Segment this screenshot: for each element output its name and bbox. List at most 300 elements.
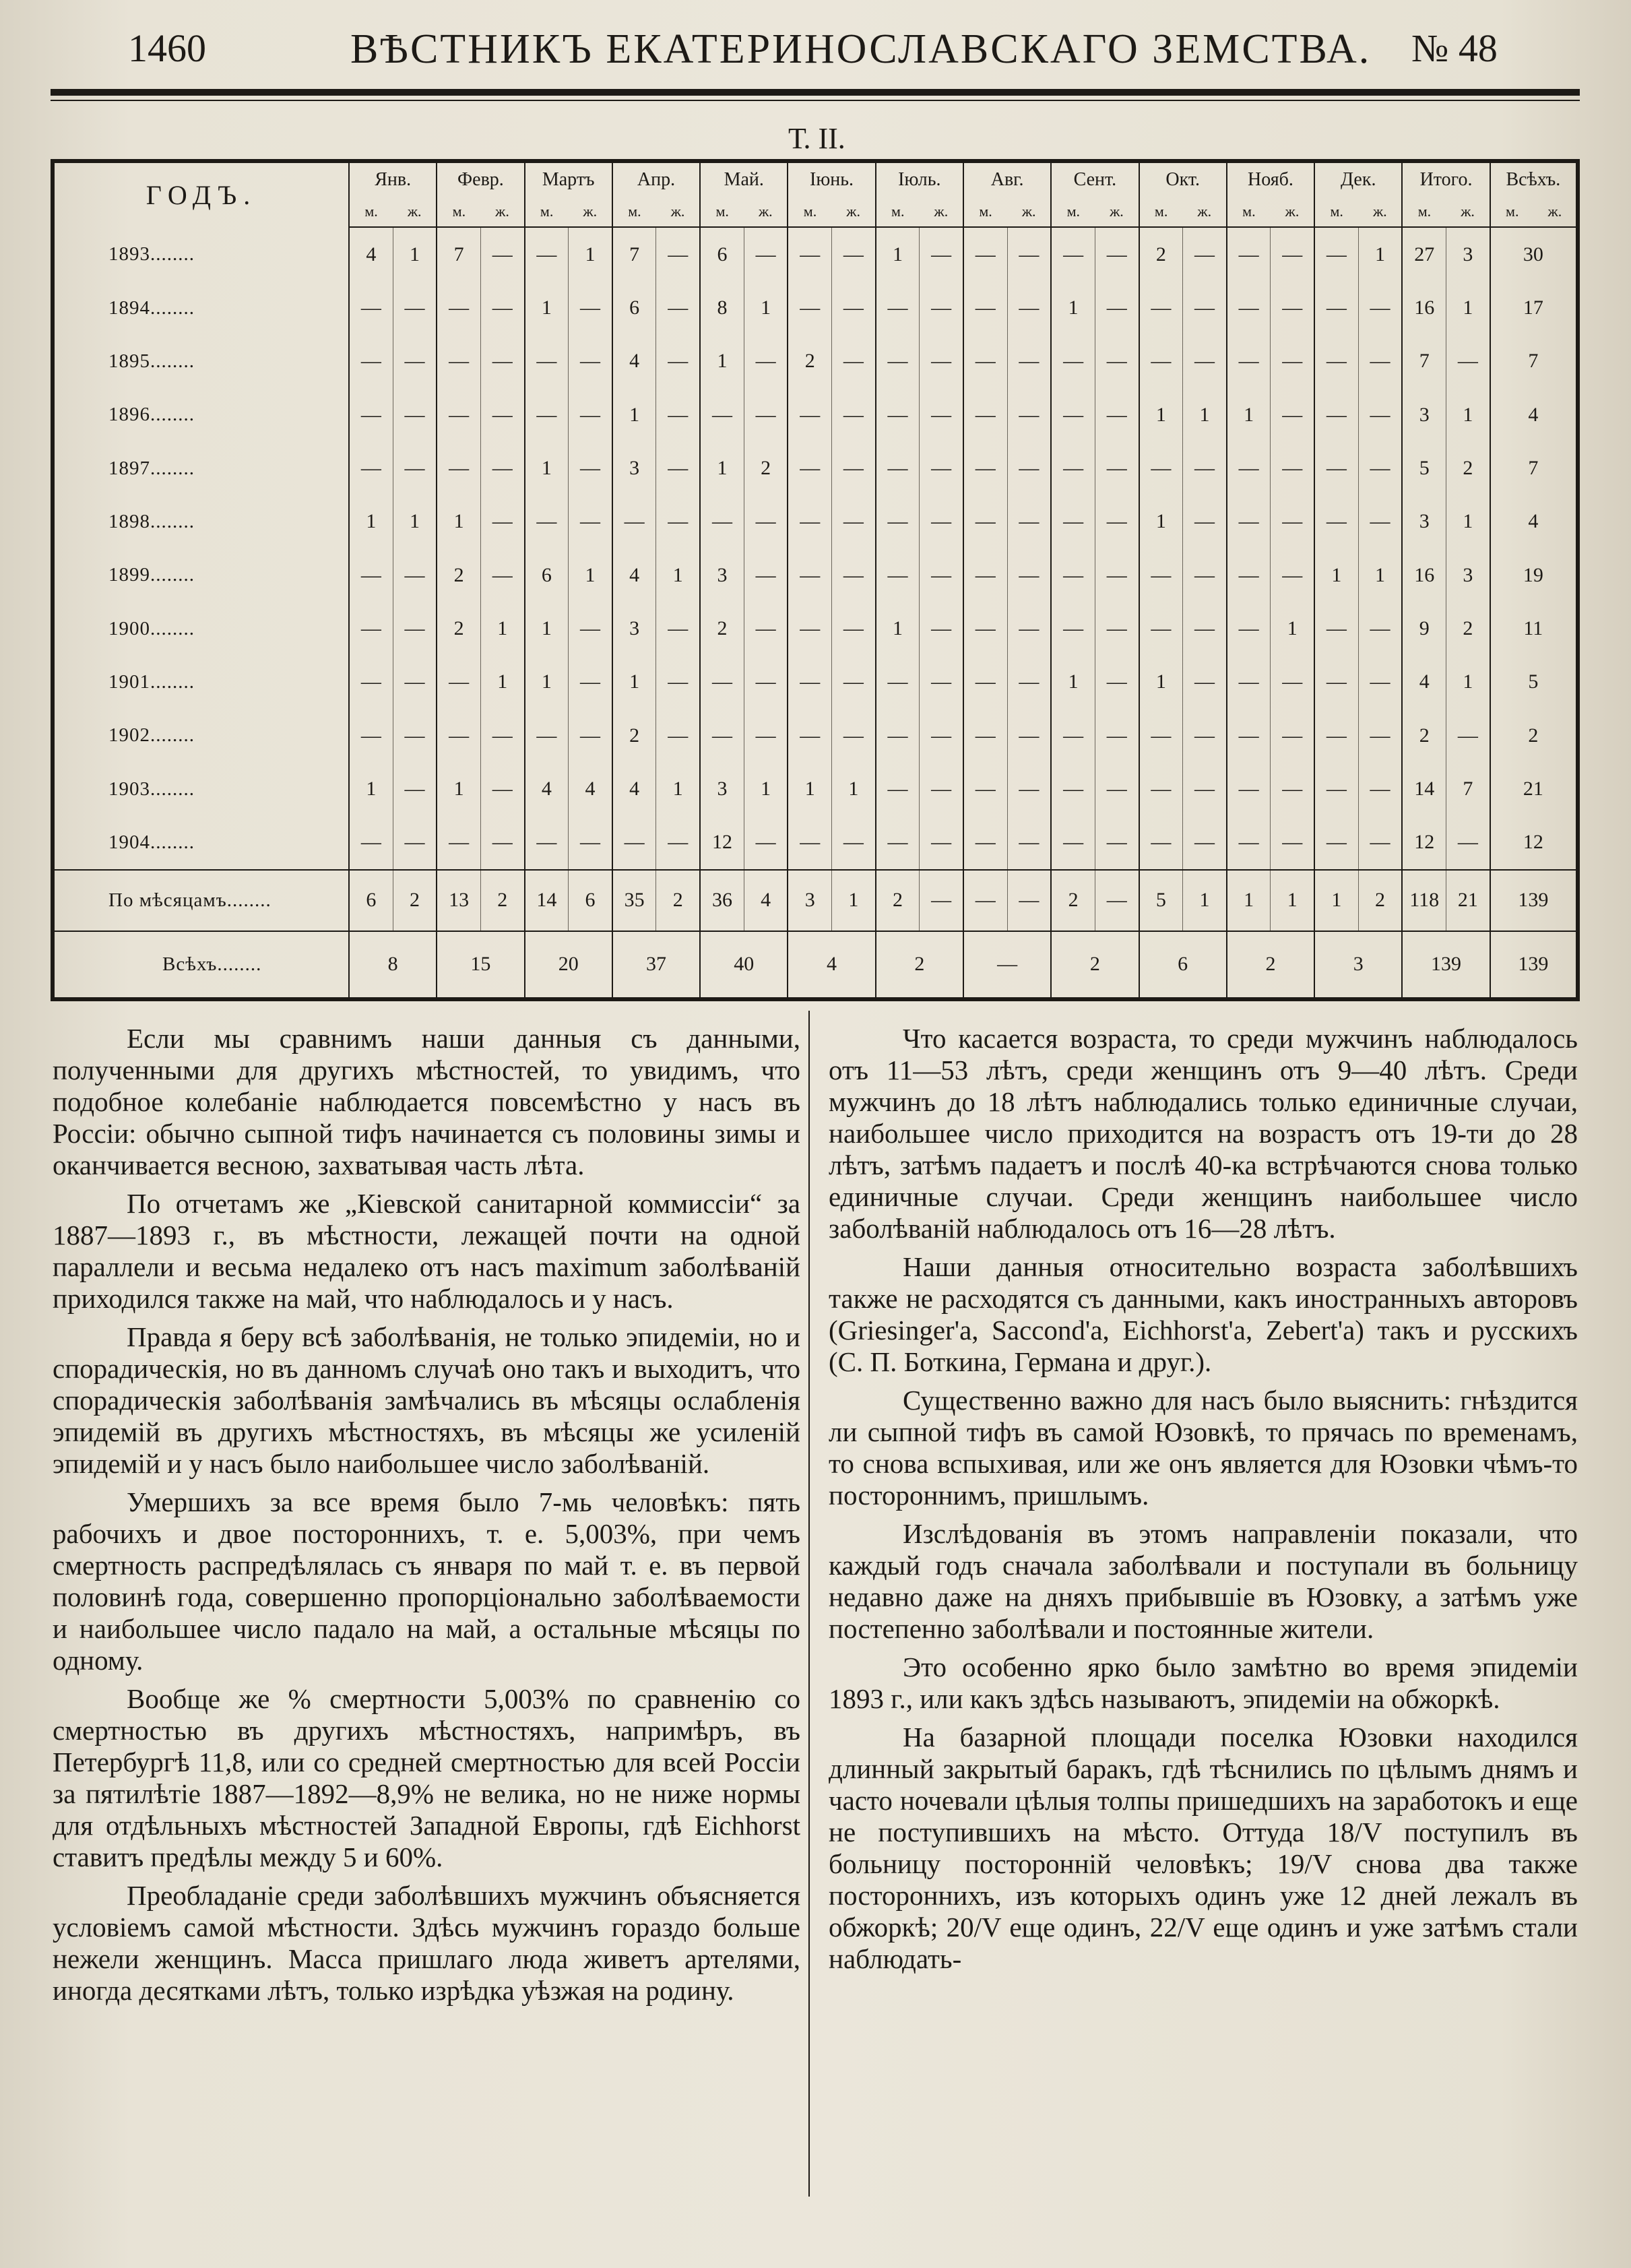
leader-dots: ........: [150, 243, 195, 265]
table-cell: —: [876, 656, 920, 709]
table-cell: 16: [1402, 281, 1446, 334]
table-cell: 19: [1490, 548, 1578, 602]
table-cell: —: [1051, 495, 1095, 548]
month-header: Нояб.: [1227, 161, 1314, 197]
year-label: [53, 870, 349, 931]
table-cell: —: [876, 762, 920, 815]
table-cell: 1: [393, 227, 437, 281]
table-cell: —: [656, 281, 700, 334]
totals-row: [53, 870, 1578, 931]
totals-cell: 6: [569, 870, 612, 931]
totals-cell: 2: [656, 870, 700, 931]
table-cell: 4: [612, 762, 656, 815]
table-cell: —: [569, 602, 612, 655]
year-text: Всѣхъ: [162, 953, 218, 975]
table-cell: —: [480, 227, 524, 281]
table-cell: —: [832, 602, 876, 655]
month-header: Май.: [700, 161, 788, 197]
table-cell: —: [480, 335, 524, 388]
table-cell: —: [963, 762, 1007, 815]
month-header: Авг.: [963, 161, 1051, 197]
leader-dots: ........: [150, 617, 195, 639]
all-cases-cell: 2: [1227, 931, 1314, 1000]
table-cell: —: [1007, 495, 1051, 548]
table-cell: —: [1358, 281, 1402, 334]
table-cell: 30: [1490, 227, 1578, 281]
table-cell: —: [963, 281, 1007, 334]
table-cell: —: [700, 656, 744, 709]
year-label: [53, 656, 349, 709]
table-cell: —: [832, 656, 876, 709]
table-cell: —: [920, 281, 963, 334]
leader-dots: ........: [150, 724, 195, 747]
table-cell: 1: [744, 762, 788, 815]
table-cell: —: [788, 495, 831, 548]
table-cell: 1: [612, 388, 656, 441]
body-paragraph: Изслѣдованія въ этомъ направленіи показали, что каждый годъ сначала заболѣвали и поступали въ больницу недавно даже на дняхъ прибывшіе въ Юзовку, а затѣмъ уже постепенно заболѣвали и постоянные жители.: [829, 1518, 1578, 1644]
table-cell: —: [1183, 709, 1227, 762]
table-cell: —: [1095, 227, 1139, 281]
table-cell: —: [480, 709, 524, 762]
table-cell: 1: [656, 762, 700, 815]
totals-cell: 2: [876, 870, 920, 931]
year-text: 1894: [108, 296, 150, 319]
table-cell: —: [1095, 548, 1139, 602]
table-cell: —: [876, 441, 920, 495]
table-cell: —: [656, 656, 700, 709]
table-cell: 9: [1402, 602, 1446, 655]
table-cell: —: [788, 281, 831, 334]
body-paragraph: На базарной площади поселка Юзовки находился длинный закрытый баракъ, гдѣ тѣснились по цѣлымъ днямъ и часто ночевали цѣлыя толпы пришедшихъ на заработокъ и еще не поступившихъ на мѣсто. Оттуда 18/V поступилъ въ больницу посторонній человѣкъ; 19/V снова два также постороннихъ, изъ которыхъ одинъ уже 12 дней лежалъ въ обжоркѣ; 20/V еще одинъ, 22/V еще одинъ и уже затѣмъ стали наблюдать-: [829, 1722, 1578, 1974]
table-cell: —: [1358, 709, 1402, 762]
month-header: Всѣхъ.: [1490, 161, 1578, 197]
table-cell: —: [1139, 762, 1183, 815]
leader-dots: ........: [217, 953, 262, 975]
totals-cell: 139: [1490, 870, 1578, 931]
table-cell: 12: [1490, 816, 1578, 870]
table-cell: —: [656, 441, 700, 495]
table-cell: —: [920, 602, 963, 655]
table-row: [53, 441, 1578, 495]
table-cell: —: [1314, 656, 1358, 709]
table-cell: —: [1314, 709, 1358, 762]
issue-number: № 48: [1411, 26, 1498, 70]
table-cell: —: [349, 602, 393, 655]
table-cell: —: [1446, 335, 1490, 388]
table-cell: —: [1095, 602, 1139, 655]
month-header: Сент.: [1051, 161, 1139, 197]
table-cell: —: [525, 816, 569, 870]
all-cases-cell: 40: [700, 931, 788, 1000]
year-label: [53, 709, 349, 762]
table-cell: 3: [1446, 548, 1490, 602]
table-cell: —: [1007, 548, 1051, 602]
body-paragraph: Существенно важно для насъ было выяснить: гнѣздится ли сыпной тифъ въ самой Юзовкѣ, то прячась по временамъ, то снова вспыхивая, или же онъ является для Юзовки чѣмъ-то постороннимъ, пришлымъ.: [829, 1385, 1578, 1511]
table-cell: —: [1051, 762, 1095, 815]
table-cell: 1: [437, 762, 480, 815]
year-text: 1901: [108, 670, 150, 693]
table-cell: —: [1095, 762, 1139, 815]
table-cell: 3: [1446, 227, 1490, 281]
table-cell: —: [1007, 335, 1051, 388]
female-subheader: ж.: [1095, 197, 1139, 227]
table-cell: 2: [437, 548, 480, 602]
female-subheader: ж.: [480, 197, 524, 227]
table-cell: —: [656, 388, 700, 441]
table-cell: 12: [1402, 816, 1446, 870]
table-cell: —: [1358, 495, 1402, 548]
body-paragraph: По отчетамъ же „Кіевской санитарной коммиссіи“ за 1887—1893 г., въ мѣстности, лежащей почти на одной параллели и весьма недалеко отъ насъ maximum заболѣваній приходился также на май, что наблюдалось и у насъ.: [53, 1188, 800, 1314]
table-cell: 1: [1139, 656, 1183, 709]
table-cell: —: [963, 602, 1007, 655]
totals-cell: 3: [788, 870, 831, 931]
table-cell: —: [1271, 388, 1314, 441]
totals-cell: 35: [612, 870, 656, 931]
totals-cell: 118: [1402, 870, 1446, 931]
year-text: 1903: [108, 778, 150, 800]
table-cell: —: [788, 602, 831, 655]
table-cell: —: [1271, 335, 1314, 388]
table-cell: 1: [656, 548, 700, 602]
all-cases-cell: —: [963, 931, 1051, 1000]
table-cell: —: [349, 441, 393, 495]
table-row: [53, 227, 1578, 281]
female-subheader: ж.: [1183, 197, 1227, 227]
table-cell: —: [1183, 281, 1227, 334]
all-cases-cell: 2: [876, 931, 963, 1000]
table-cell: —: [832, 335, 876, 388]
table-cell: —: [393, 602, 437, 655]
table-cell: —: [1446, 709, 1490, 762]
all-cases-cell: 8: [349, 931, 437, 1000]
table-cell: —: [1227, 762, 1271, 815]
table-cell: —: [1051, 227, 1095, 281]
table-cell: 2: [1446, 441, 1490, 495]
all-cases-cell: 139: [1490, 931, 1578, 1000]
table-cell: —: [963, 548, 1007, 602]
month-header: Іюль.: [876, 161, 963, 197]
totals-cell: 2: [1358, 870, 1402, 931]
header-rule-thin: [51, 100, 1580, 101]
totals-cell: 6: [349, 870, 393, 931]
month-header: Дек.: [1314, 161, 1402, 197]
male-subheader: м.: [525, 197, 569, 227]
month-header: Февр.: [437, 161, 524, 197]
table-cell: —: [1227, 227, 1271, 281]
table-cell: —: [349, 335, 393, 388]
table-cell: —: [832, 227, 876, 281]
table-cell: —: [1095, 441, 1139, 495]
table-cell: 4: [569, 762, 612, 815]
month-header: Апр.: [612, 161, 700, 197]
table-cell: —: [1358, 602, 1402, 655]
table-cell: —: [437, 709, 480, 762]
table-cell: 1: [1358, 227, 1402, 281]
year-text: 1893: [108, 243, 150, 265]
table-cell: —: [656, 709, 700, 762]
totals-cell: —: [963, 870, 1007, 931]
month-header: Мартъ: [525, 161, 612, 197]
totals-cell: 1: [1183, 870, 1227, 931]
table-cell: —: [1183, 495, 1227, 548]
year-label: [53, 762, 349, 815]
table-cell: —: [1095, 816, 1139, 870]
table-cell: —: [1271, 548, 1314, 602]
table-cell: —: [1051, 709, 1095, 762]
table-cell: 1: [525, 656, 569, 709]
table-cell: 1: [569, 548, 612, 602]
table-cell: 3: [700, 762, 744, 815]
male-subheader: м.: [1139, 197, 1183, 227]
totals-cell: 5: [1139, 870, 1183, 931]
table-cell: —: [920, 709, 963, 762]
year-label: [53, 602, 349, 655]
table-cell: —: [788, 227, 831, 281]
table-cell: —: [656, 335, 700, 388]
table-cell: —: [569, 335, 612, 388]
year-text: 1900: [108, 617, 150, 639]
female-subheader: ж.: [569, 197, 612, 227]
table-cell: —: [437, 816, 480, 870]
table-cell: —: [920, 388, 963, 441]
table-cell: —: [393, 388, 437, 441]
male-subheader: м.: [1227, 197, 1271, 227]
running-header: [0, 19, 1631, 93]
leader-dots: ........: [150, 404, 195, 426]
table-cell: 5: [1402, 441, 1446, 495]
table-cell: 3: [1402, 388, 1446, 441]
body-paragraph: Вообще же % смертности 5,003% по сравненію со смертностью въ другихъ мѣстностяхъ, напримѣръ, въ Петербургѣ 11,8, или со средней смертностью для всей Россіи за пятилѣтіе 1887—1892—8,9% не велика, но не ниже нормы для отдѣльныхъ мѣстностей Западной Европы, гдѣ Eichhorst ставитъ предѣлы между 5 и 60%.: [53, 1683, 800, 1872]
table-cell: —: [920, 762, 963, 815]
table-cell: —: [1095, 709, 1139, 762]
table-cell: 3: [1402, 495, 1446, 548]
table-cell: 1: [525, 602, 569, 655]
table-cell: 2: [788, 335, 831, 388]
table-cell: —: [788, 656, 831, 709]
table-cell: —: [612, 495, 656, 548]
table-cell: —: [1183, 441, 1227, 495]
female-subheader: ж.: [744, 197, 788, 227]
table-cell: —: [876, 281, 920, 334]
table-cell: —: [656, 227, 700, 281]
table-cell: —: [1051, 388, 1095, 441]
table-title: Т. II.: [788, 122, 845, 155]
table-cell: 1: [1139, 388, 1183, 441]
table-cell: —: [437, 441, 480, 495]
table-cell: 4: [1490, 388, 1578, 441]
table-row: [53, 335, 1578, 388]
table-cell: —: [744, 548, 788, 602]
leader-dots: ........: [226, 889, 271, 911]
page-number: 1460: [128, 26, 206, 70]
table-cell: —: [832, 281, 876, 334]
table-cell: 1: [349, 495, 393, 548]
table-cell: 1: [744, 281, 788, 334]
table-cell: 1: [1314, 548, 1358, 602]
year-label: [53, 441, 349, 495]
table-cell: 1: [876, 227, 920, 281]
male-subheader: м.: [700, 197, 744, 227]
year-text: 1904: [108, 831, 150, 853]
table-cell: —: [1007, 227, 1051, 281]
table-cell: 1: [1446, 656, 1490, 709]
left-text-column: [53, 1023, 800, 2013]
table-cell: —: [1139, 441, 1183, 495]
year-text: 1898: [108, 510, 150, 532]
table-cell: —: [525, 495, 569, 548]
table-cell: 1: [1271, 602, 1314, 655]
table-cell: 7: [437, 227, 480, 281]
table-cell: —: [788, 441, 831, 495]
table-cell: —: [963, 388, 1007, 441]
table-cell: 1: [1227, 388, 1271, 441]
table-cell: —: [1183, 656, 1227, 709]
table-cell: 1: [437, 495, 480, 548]
table-row: [53, 602, 1578, 655]
table-cell: —: [744, 656, 788, 709]
table-cell: —: [832, 388, 876, 441]
table-cell: —: [349, 548, 393, 602]
table-row: [53, 816, 1578, 870]
table-cell: 4: [349, 227, 393, 281]
table-cell: —: [393, 281, 437, 334]
table-cell: —: [1139, 709, 1183, 762]
table-cell: —: [393, 709, 437, 762]
year-text: 1895: [108, 350, 150, 372]
table-cell: 2: [437, 602, 480, 655]
table-cell: —: [437, 281, 480, 334]
table-cell: 7: [612, 227, 656, 281]
table-cell: —: [525, 227, 569, 281]
table-cell: —: [1007, 441, 1051, 495]
table-cell: —: [1227, 709, 1271, 762]
table-cell: —: [920, 816, 963, 870]
male-subheader: м.: [1490, 197, 1534, 227]
table-cell: 4: [612, 548, 656, 602]
totals-cell: 13: [437, 870, 480, 931]
table-cell: —: [480, 816, 524, 870]
table-cell: —: [744, 495, 788, 548]
table-cell: —: [1139, 335, 1183, 388]
table-cell: —: [569, 441, 612, 495]
female-subheader: ж.: [1007, 197, 1051, 227]
table-cell: 21: [1490, 762, 1578, 815]
male-subheader: м.: [1402, 197, 1446, 227]
table-cell: —: [1271, 227, 1314, 281]
table-cell: —: [700, 495, 744, 548]
year-text: 1896: [108, 404, 150, 426]
table-cell: —: [1095, 335, 1139, 388]
year-label: [53, 227, 349, 281]
table-cell: 1: [1446, 281, 1490, 334]
table-cell: 1: [1446, 495, 1490, 548]
all-cases-cell: 6: [1139, 931, 1227, 1000]
table-cell: —: [480, 762, 524, 815]
table-cell: 3: [612, 602, 656, 655]
male-subheader: м.: [612, 197, 656, 227]
year-text: По мѣсяцамъ: [108, 889, 227, 911]
table-cell: —: [1227, 495, 1271, 548]
table-cell: —: [525, 709, 569, 762]
table-cell: —: [920, 656, 963, 709]
table-cell: —: [1358, 388, 1402, 441]
table-cell: —: [569, 709, 612, 762]
table-cell: —: [1007, 281, 1051, 334]
table-cell: —: [1227, 656, 1271, 709]
table-cell: —: [1095, 388, 1139, 441]
table-cell: 12: [700, 816, 744, 870]
year-label: [53, 816, 349, 870]
female-subheader: ж.: [656, 197, 700, 227]
body-paragraph: Это особенно ярко было замѣтно во время эпидеміи 1893 г., или какъ здѣсь называютъ, эпидеміи на обжоркѣ.: [829, 1651, 1578, 1714]
table-cell: —: [1007, 388, 1051, 441]
body-paragraph: Умершихъ за все время было 7-мь человѣкъ: пять рабочихъ и двое постороннихъ, т. е. 5,003%, при чемъ смертность распредѣлялась съ января по май т. е. въ первой половинѣ года, совершенно пропорціонально заболѣваемости и наибольшее число падало на май, а остальные мѣсяцы по одному.: [53, 1486, 800, 1676]
table-cell: —: [1007, 816, 1051, 870]
table-cell: 1: [1139, 495, 1183, 548]
table-cell: —: [1358, 335, 1402, 388]
table-cell: —: [1314, 495, 1358, 548]
totals-cell: 21: [1446, 870, 1490, 931]
table-cell: —: [963, 495, 1007, 548]
table-cell: —: [1314, 227, 1358, 281]
all-cases-cell: 20: [525, 931, 612, 1000]
journal-title: ВѢСТНИКЪ ЕКАТЕРИНОСЛАВСКАГО ЗЕМСТВА.: [350, 26, 1372, 72]
table-cell: —: [876, 709, 920, 762]
year-label: [53, 388, 349, 441]
table-cell: —: [832, 548, 876, 602]
leader-dots: ........: [150, 831, 195, 853]
table-cell: —: [1271, 656, 1314, 709]
table-cell: 17: [1490, 281, 1578, 334]
table-cell: —: [1183, 548, 1227, 602]
table-cell: 7: [1490, 335, 1578, 388]
year-text: 1897: [108, 457, 150, 479]
table-cell: —: [1227, 548, 1271, 602]
female-subheader: ж.: [920, 197, 963, 227]
totals-cell: —: [1007, 870, 1051, 931]
month-header-row: [53, 161, 1578, 197]
table-cell: —: [1271, 709, 1314, 762]
table-cell: —: [1051, 441, 1095, 495]
year-text: 1899: [108, 564, 150, 586]
month-header: Итого.: [1402, 161, 1490, 197]
table-cell: 1: [876, 602, 920, 655]
female-subheader: ж.: [393, 197, 437, 227]
table-cell: —: [349, 281, 393, 334]
table-cell: —: [393, 762, 437, 815]
table-cell: —: [393, 548, 437, 602]
table-cell: 1: [700, 441, 744, 495]
totals-cell: 36: [700, 870, 744, 931]
table-cell: —: [569, 816, 612, 870]
table-cell: 1: [700, 335, 744, 388]
table-cell: —: [700, 709, 744, 762]
table-cell: —: [744, 388, 788, 441]
table-cell: —: [569, 388, 612, 441]
table-cell: —: [393, 441, 437, 495]
table-cell: —: [1051, 548, 1095, 602]
table-cell: 1: [612, 656, 656, 709]
male-subheader: м.: [963, 197, 1007, 227]
table-cell: 2: [1139, 227, 1183, 281]
male-subheader: м.: [1314, 197, 1358, 227]
table-cell: —: [437, 335, 480, 388]
year-column-header: ГОДЪ.: [146, 180, 257, 210]
body-paragraph: Правда я беру всѣ заболѣванія, не только эпидеміи, но и спорадическія, но въ данномъ случаѣ оно такъ и выходитъ, что спорадическія заболѣванія замѣчались въ мѣсяцы ослабленія эпидемій въ другихъ мѣстностяхъ, въ мѣсяцы же усиленій эпидемій и у насъ было наибольшее число заболѣваній.: [53, 1321, 800, 1479]
table-cell: 2: [1490, 709, 1578, 762]
table-cell: 1: [349, 762, 393, 815]
table-cell: —: [744, 709, 788, 762]
